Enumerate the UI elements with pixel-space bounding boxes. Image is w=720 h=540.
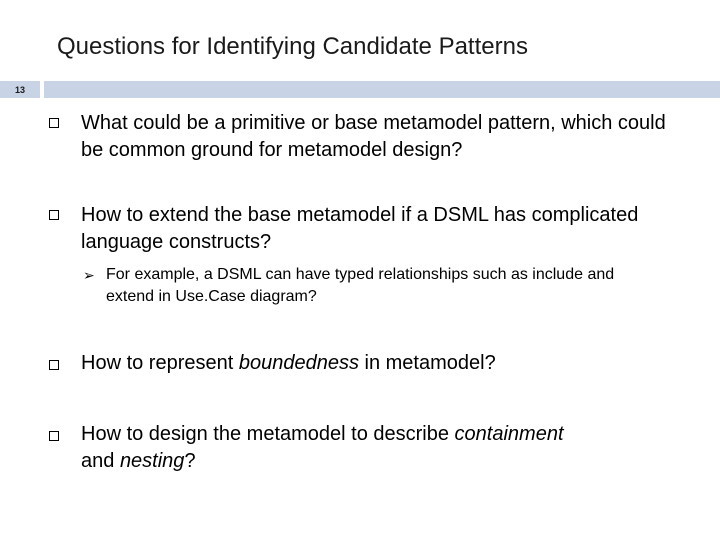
square-bullet-icon (49, 431, 59, 441)
square-bullet-icon (49, 360, 59, 370)
arrowhead-bullet-icon: ➢ (83, 267, 95, 283)
bullet-item (81, 350, 681, 377)
emphasis-text: containment (454, 423, 564, 445)
emphasis-text: nesting (119, 450, 185, 472)
slide-title: Questions for Identifying Candidate Patterns (57, 33, 528, 60)
bullet-item: What could be a primitive or base metamodel pattern, which could be common ground for metamodel design? (81, 112, 666, 161)
bullet-text: ? (184, 450, 196, 472)
bullet-item: How to extend the base metamodel if a DSML has complicated language constructs? (81, 204, 639, 253)
bullet-text: and (81, 450, 120, 472)
bullet-text: How to represent (81, 352, 239, 374)
square-bullet-icon (49, 210, 59, 220)
title-divider-bar (44, 81, 720, 98)
page-number: 13 (0, 81, 40, 98)
bullet-text: How to design the metamodel to describe (81, 423, 455, 445)
title-rule (0, 81, 720, 98)
bullet-item (81, 421, 681, 475)
emphasis-text: boundedness (238, 352, 359, 374)
sub-bullet-item: For example, a DSML can have typed relationships such as include and extend in Use.Case diagram? (106, 266, 615, 305)
bullet-text: in metamodel? (358, 352, 496, 374)
square-bullet-icon (49, 118, 59, 128)
